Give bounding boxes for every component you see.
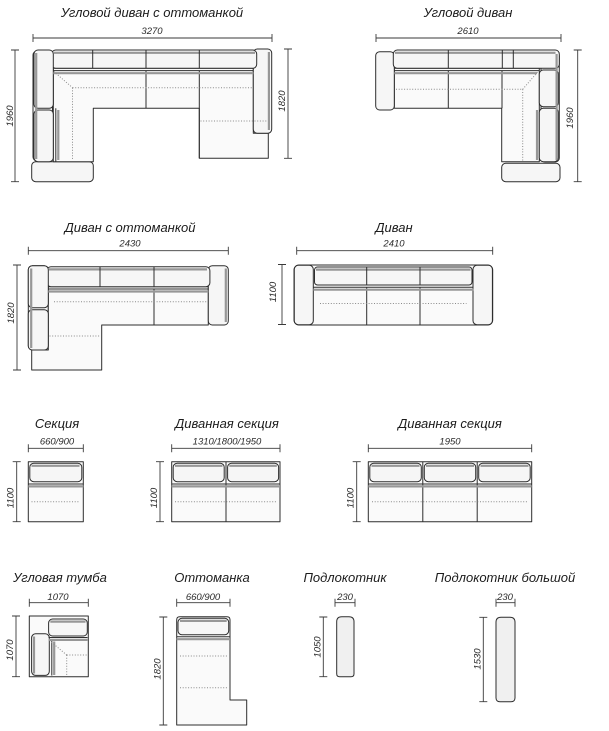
height-dimension-label: 1100 xyxy=(5,487,17,509)
width-dimension-label: 1070 xyxy=(47,592,69,603)
figure-title: Подлокотник xyxy=(303,570,387,585)
width-dimension-label: 660/900 xyxy=(185,592,221,603)
height-dimension-label: 1050 xyxy=(312,636,324,658)
width-dimension-label: 660/900 xyxy=(39,436,75,448)
height-dimension-label: 1530 xyxy=(472,648,484,670)
figure-title: Подлокотник большой xyxy=(434,570,576,585)
figure-corner-unit xyxy=(0,560,110,731)
plan-drawing xyxy=(28,266,228,370)
plan-drawing xyxy=(29,616,88,677)
plan-drawing xyxy=(368,462,531,522)
height-dimension-label: 1820 xyxy=(277,90,288,112)
figure-title: Оттоманка xyxy=(174,570,250,585)
figure-corner-sofa-with-ottoman xyxy=(0,0,305,195)
figure-corner-sofa xyxy=(305,0,609,195)
figure-ottoman xyxy=(110,560,280,731)
width-dimension-label: 1950 xyxy=(439,436,461,448)
height-dimension-label: 1820 xyxy=(6,302,17,324)
height-dimension-label: 1100 xyxy=(345,487,357,509)
figure-sofa-with-ottoman xyxy=(0,195,280,400)
height-dimension-label: 1960 xyxy=(565,107,576,129)
figure-section xyxy=(0,405,110,560)
width-dimension-label: 1310/1800/1950 xyxy=(192,436,262,448)
height-dimension-label: 1820 xyxy=(152,658,164,680)
figure-armrest xyxy=(280,560,430,731)
figure-sofa xyxy=(270,195,609,400)
figure-title: Диван xyxy=(375,220,413,235)
height-dimension-label: 1960 xyxy=(5,105,16,127)
plan-drawing xyxy=(177,617,247,725)
width-dimension-label: 2410 xyxy=(383,238,405,250)
width-dimension-label: 2430 xyxy=(119,238,141,250)
plan-drawing xyxy=(376,50,560,182)
plan-drawing xyxy=(172,462,280,522)
figure-title: Угловая тумба xyxy=(13,570,107,585)
height-dimension-label: 1100 xyxy=(268,281,279,303)
figure-title: Диванная секция xyxy=(175,416,279,431)
plan-drawing xyxy=(294,265,493,325)
width-dimension-label: 230 xyxy=(497,592,513,603)
figure-title: Секция xyxy=(34,416,80,431)
plan-drawing xyxy=(32,49,272,182)
dimension-line xyxy=(278,265,286,325)
figure-title: Диван с оттоманкой xyxy=(64,220,196,235)
width-dimension-label: 230 xyxy=(337,592,353,603)
width-dimension-label: 3270 xyxy=(141,26,163,37)
height-dimension-label: 1100 xyxy=(149,487,160,509)
figure-title: Диванная секция xyxy=(398,416,502,431)
plan-drawing xyxy=(28,462,83,522)
figure-title: Угловой диван xyxy=(423,5,513,20)
plan-drawing xyxy=(496,617,515,701)
plan-drawing xyxy=(337,617,354,677)
figure-title: Угловой диван с оттоманкой xyxy=(60,5,244,20)
figure-sofa-section-double xyxy=(110,405,330,560)
height-dimension-label: 1070 xyxy=(5,639,16,661)
figure-armrest-large xyxy=(430,560,609,731)
width-dimension-label: 2610 xyxy=(457,26,479,37)
figure-sofa-section-triple xyxy=(330,405,609,560)
